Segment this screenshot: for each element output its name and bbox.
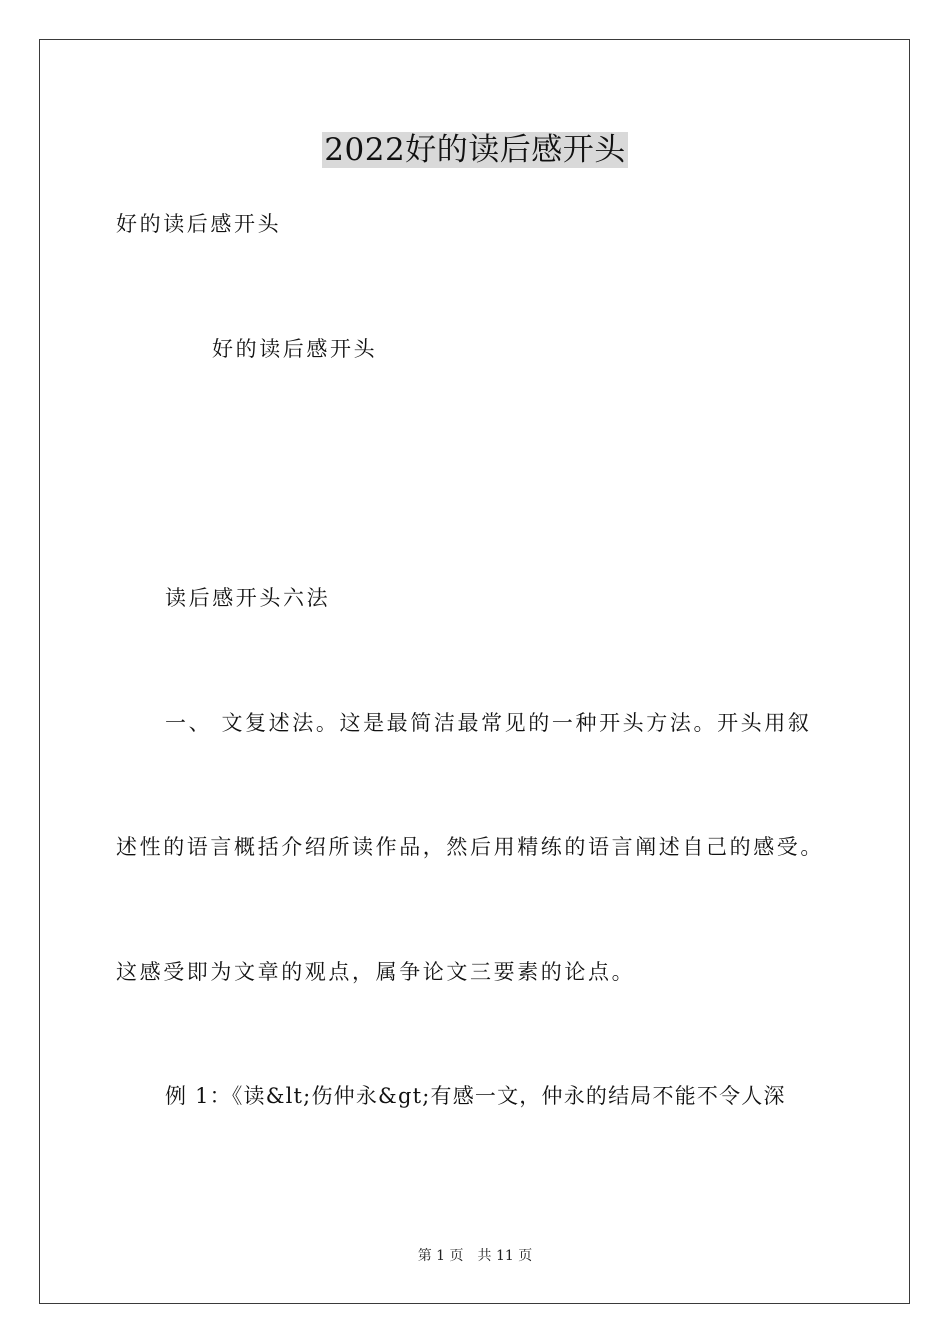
page-footer [0, 1247, 950, 1265]
paragraph-line-3: 这感受即为文章的观点，属争论文三要素的论点。 [116, 960, 636, 984]
page-number: 第 1 页 [417, 1248, 464, 1264]
total-pages: 共 11 页 [477, 1248, 533, 1264]
example-line: 例 1：《读&lt;伤仲永&gt;有感一文，仲永的结局不能不令人深 [165, 1084, 786, 1108]
document-heading: 好的读后感开头 [212, 337, 378, 361]
document-title [0, 128, 950, 172]
document-subtitle: 好的读后感开头 [116, 212, 282, 236]
paragraph-line-2: 述性的语言概括介绍所读作品，然后用精练的语言阐述自己的感受。 [116, 835, 824, 859]
paragraph-line-1: 一、 文复述法。这是最简洁最常见的一种开头方法。开头用叙 [165, 711, 812, 735]
document-title-text: 2022好的读后感开头 [324, 132, 626, 168]
section-title: 读后感开头六法 [165, 586, 331, 610]
